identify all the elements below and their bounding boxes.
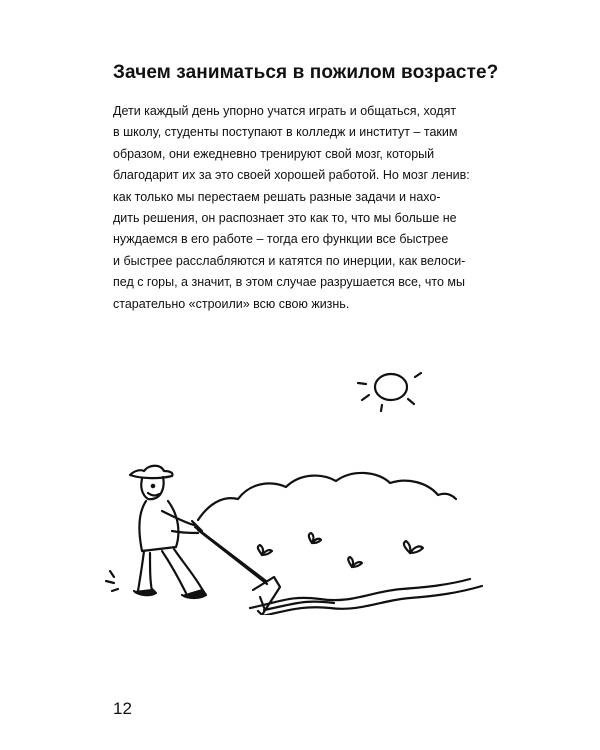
sprout-icon: [309, 533, 321, 543]
page-title: Зачем заниматься в пожилом возрасте?: [113, 62, 499, 83]
paragraph-line: Дети каждый день упорно учатся играть и общаться, ходят: [113, 104, 457, 118]
body-paragraph: [113, 101, 513, 315]
sun-icon: [358, 373, 421, 411]
rake-icon: [195, 527, 280, 615]
paragraph-line: старательно «строили» всю свою жизнь.: [113, 296, 350, 311]
sprout-icon: [348, 557, 362, 567]
paragraph-line: образом, они ежедневно тренируют свой мозг, который: [113, 146, 435, 161]
hill-outline: [198, 473, 456, 520]
paragraph-line: благодарит их за это своей хорошей работой. Но мозг ленив:: [113, 168, 470, 183]
paragraph-line: нуждаемся в его работе – тогда его функции все быстрее: [113, 232, 449, 247]
paragraph-line: в школу, студенты поступают в колледж и институт – таким: [113, 125, 458, 140]
sprout-icon: [258, 545, 272, 555]
gardener-figure: [106, 466, 206, 598]
gardening-illustration: [90, 355, 510, 615]
paragraph-line: как только мы перестаем решать разные задачи и нахо-: [113, 189, 441, 204]
page-number: 12: [113, 699, 132, 718]
garden-furrows: [250, 579, 482, 615]
sprout-icon: [404, 541, 423, 553]
paragraph-line: пед с горы, а значит, в этом случае разрушается все, что мы: [113, 275, 465, 290]
paragraph-line: дить решения, он распознает это как то, что мы больше не: [113, 211, 457, 226]
paragraph-line: и быстрее расслабляются и катятся по инерции, как велоси-: [113, 253, 466, 268]
